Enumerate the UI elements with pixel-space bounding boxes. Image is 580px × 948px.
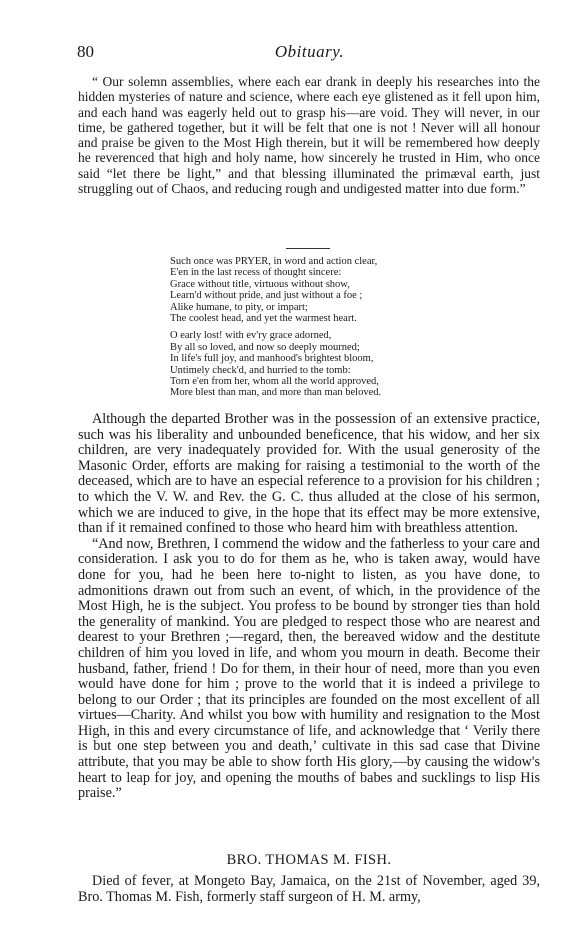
poem-stanza-2 (170, 330, 430, 398)
poem-line: The coolest head, and yet the warmest heart. (170, 313, 357, 325)
poem-line: More blest than man, and more than man beloved. (170, 387, 382, 399)
memorial-poem (170, 256, 430, 405)
poem-line: Such once was PRYER, in word and action clear, (170, 256, 378, 267)
poem-line: Grace without title, virtuous without show, (170, 278, 350, 290)
obituary-entry (78, 874, 540, 905)
sermon-quote (78, 74, 540, 196)
page-header (77, 42, 542, 64)
body-text (78, 412, 540, 802)
poem-line: O early lost! with ev'ry grace adorned, (170, 330, 332, 342)
poem-line: E'en in the last recess of thought sincere: (170, 267, 342, 279)
poem-line: Untimely check'd, and hurried to the tomb: (170, 364, 351, 376)
page-number: 80 (77, 42, 94, 61)
obituary-paragraph: Died of fever, at Mongeto Bay, Jamaica, on the 21st of November, aged 39, Bro. Thomas M. Fish, formerly staff surgeon of H. M. army, (78, 873, 540, 905)
running-title: Obituary. (274, 42, 345, 61)
body-paragraph-1: Although the departed Brother was in the possession of an extensive practice, such was his liberality and unbounded beneficence, that his widow, and her six children, are very inadequately provided for. With the usual generosity of the Masonic Order, efforts are making for raising a testimonial to the worth of the deceased, which are to have an especial reference to a provision for his children ; to which the V. W. and Rev. the G. C. thus alluded at the close of his sermon, which we are induced to give, in the hope that its effect may be more extensive, than if it remained confined to those who heard him with breathless attention. (78, 411, 540, 537)
poem-stanza-1 (170, 256, 430, 324)
body-paragraph-2: “And now, Brethren, I commend the widow and the fatherless to your care and consideration. I ask you to do for them as he, who is taken away, would have done for you, had he been here to-night to listen, as you have done, to admonitions drawn out from such an event, of which, in the providence of the Most High, he is the subject. You profess to be bound by stronger ties than hold the generality of mankind. You are pledged to respect those who are nearest and dearest to your Brethren ;—regard, then, the bereaved widow and the destitute children of him you loved in life, and whom you mourn in death. Become their husband, father, friend ! Do for them, in their hour of need, more than you even would have done for him ; prove to the world that it is indeed a privilege to belong to our Order ; that its principles are founded on the most excellent of all virtues—Charity. And whilst you bow with humility and resignation to the Most High, in this and every circumstance of life, and acknowledge that ‘ Verily there is but one step between you and death,’ cultivate in this sad case that Divine attribute, that you may be able to show forth His glory,—by causing the widow's heart to leap for joy, and opening the mouths of babes and sucklings to lisp His praise.” (78, 535, 540, 802)
poem-line: Torn e'en from her, whom all the world approved, (170, 376, 379, 388)
poem-line: In life's full joy, and manhood's brightest bloom, (170, 353, 374, 365)
poem-line: Alike humane, to pity, or impart; (170, 301, 308, 313)
obituary-heading: BRO. THOMAS M. FISH. (226, 852, 392, 868)
poem-line: By all so loved, and now so deeply mourned; (170, 341, 360, 353)
section-divider (286, 248, 330, 249)
quote-paragraph: “ Our solemn assemblies, where each ear drank in deeply his researches into the hidden mysteries of nature and science, where each eye glistened as it fell upon him, and each hand was eagerly held out to grasp his—are void. They will never, in our time, be gathered together, but it will be felt that one is not ! Never will all honour and praise be given to the Most High therein, but it will be remembered how deeply he reverenced that high and holy name, how sincerely he trusted in Him, who once said “let there be light,” and that blessing illuminated the primæval earth, just struggling out of Chaos, and reducing rough and undigested matter into due form.” (78, 74, 540, 197)
poem-line: Learn'd without pride, and just without a foe ; (170, 290, 363, 302)
